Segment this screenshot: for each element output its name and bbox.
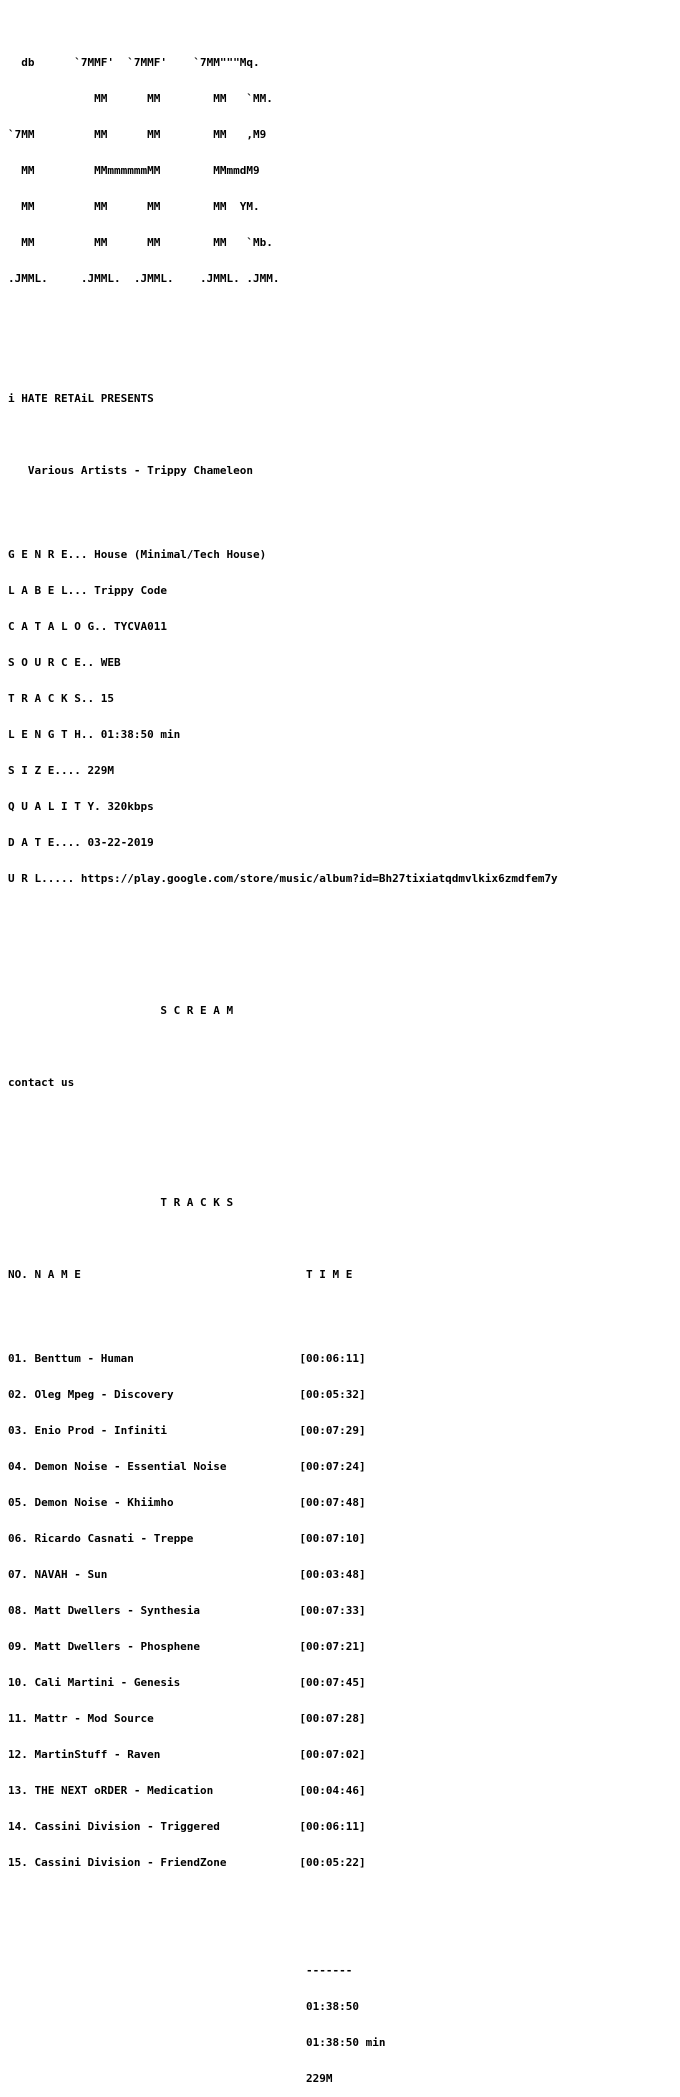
ascii-logo-line: .JMML. .JMML. .JMML. .JMML. .JMM. — [8, 272, 280, 285]
track-row: 06. Ricardo Casnati - Treppe [00:07:10] — [8, 1532, 366, 1545]
track-row: 10. Cali Martini - Genesis [00:07:45] — [8, 1676, 366, 1689]
total-size: 229M — [8, 2072, 333, 2085]
totals-divider: ------- — [8, 1964, 353, 1977]
track-row: 13. THE NEXT oRDER - Medication [00:04:46] — [8, 1784, 366, 1797]
track-row: 14. Cassini Division - Triggered [00:06:11] — [8, 1820, 366, 1833]
info-tracks: T R A C K S.. 15 — [8, 692, 114, 705]
tracks-heading: T R A C K S — [8, 1196, 234, 1209]
spacer — [8, 501, 558, 513]
spacer — [8, 957, 558, 969]
track-row: 09. Matt Dwellers - Phosphene [00:07:21] — [8, 1640, 366, 1653]
scream-heading: S C R E A M — [8, 1004, 234, 1017]
track-row: 11. Mattr - Mod Source [00:07:28] — [8, 1712, 366, 1725]
track-row: 12. MartinStuff - Raven [00:07:02] — [8, 1748, 366, 1761]
track-row: 02. Oleg Mpeg - Discovery [00:05:32] — [8, 1388, 366, 1401]
info-url-line — [8, 873, 558, 885]
presents-line: i HATE RETAiL PRESENTS — [8, 392, 154, 405]
track-row: 01. Benttum - Human [00:06:11] — [8, 1352, 366, 1365]
release-title: Various Artists - Trippy Chameleon — [8, 464, 254, 477]
album-url-link[interactable]: https://play.google.com/store/music/album?id=Bh27tixiatqdmvlkix6zmdfem7y — [80, 872, 558, 885]
spacer — [8, 921, 558, 933]
tracks-column-headers: NO. N A M E T I M E — [8, 1268, 353, 1281]
info-catalog: C A T A L O G.. TYCVA011 — [8, 620, 167, 633]
spacer — [8, 1905, 558, 1929]
contact-link[interactable]: contact us — [8, 1076, 75, 1089]
ascii-logo-line: MM MMmmmmmmMM MMmmdM9 — [8, 164, 260, 177]
spacer — [8, 1233, 558, 1245]
ascii-logo-line: MM MM MM MM YM. — [8, 200, 260, 213]
track-row: 15. Cassini Division - FriendZone [00:05:22] — [8, 1856, 366, 1869]
info-source: S O U R C E.. WEB — [8, 656, 121, 669]
total-time: 01:38:50 — [8, 2000, 359, 2013]
spacer — [8, 1041, 558, 1053]
ascii-logo-line: `7MM MM MM MM ,M9 — [8, 128, 267, 141]
track-row: 05. Demon Noise - Khiimho [00:07:48] — [8, 1496, 366, 1509]
spacer — [8, 321, 558, 357]
info-quality: Q U A L I T Y. 320kbps — [8, 800, 154, 813]
info-date: D A T E.... 03-22-2019 — [8, 836, 154, 849]
spacer — [8, 1125, 558, 1161]
info-genre: G E N R E... House (Minimal/Tech House) — [8, 548, 267, 561]
url-label: U R L..... — [8, 872, 81, 885]
info-length: L E N G T H.. 01:38:50 min — [8, 728, 181, 741]
ascii-logo-line: MM MM MM MM `Mb. — [8, 236, 273, 249]
track-row: 08. Matt Dwellers - Synthesia [00:07:33] — [8, 1604, 366, 1617]
spacer — [8, 429, 558, 441]
info-label: L A B E L... Trippy Code — [8, 584, 167, 597]
spacer — [8, 1305, 558, 1317]
info-size: S I Z E.... 229M — [8, 764, 114, 777]
track-row: 04. Demon Noise - Essential Noise [00:07:24] — [8, 1460, 366, 1473]
nfo-document — [8, 33, 558, 2097]
track-row: 03. Enio Prod - Infiniti [00:07:29] — [8, 1424, 366, 1437]
ascii-logo-line: db `7MMF' `7MMF' `7MM"""Mq. — [8, 56, 260, 69]
track-row: 07. NAVAH - Sun [00:03:48] — [8, 1568, 366, 1581]
ascii-logo-line: MM MM MM `MM. — [8, 92, 273, 105]
total-length: 01:38:50 min — [8, 2036, 386, 2049]
